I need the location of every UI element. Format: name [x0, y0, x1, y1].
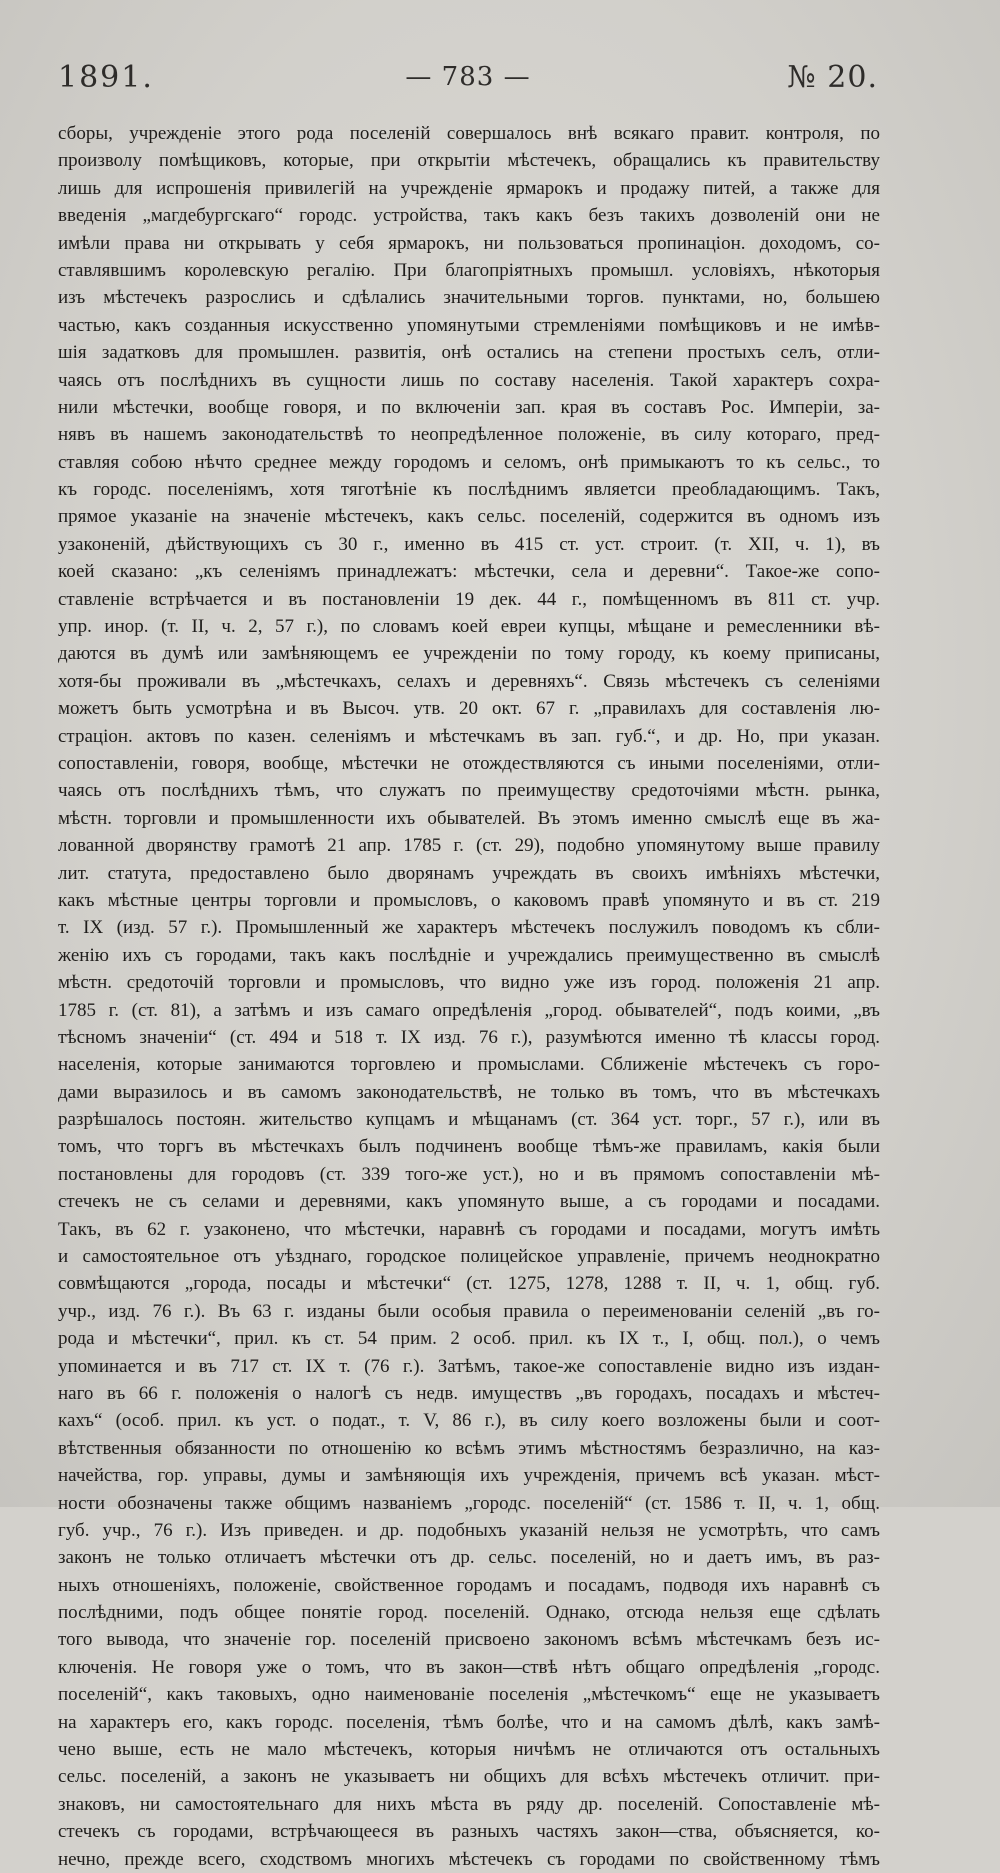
- text-line: лованной дворянству грамотѣ 21 апр. 1785 г. (ст. 29), подобно упомянутому выше правилу: [58, 835, 880, 857]
- text-line: ставленіе встрѣчается и въ постановленіи 19 дек. 44 г., помѣщенномъ въ 811 ст. учр.: [58, 588, 880, 610]
- text-line: т. IX (изд. 57 г.). Промышленный же характеръ мѣстечекъ послужилъ поводомъ къ сбли-: [58, 917, 880, 939]
- text-line: дами выразилось и въ самомъ законодательствѣ, не только въ томъ, что въ мѣстечкахъ: [58, 1081, 880, 1103]
- text-line: ныхъ отношеніяхъ, положеніе, свойственное городамъ и посадамъ, подводя ихъ наравнѣ съ: [58, 1574, 880, 1596]
- text-line: кахъ“ (особ. прил. къ уст. о подат., т. V, 86 г.), въ силу коего возложены были и соот-: [58, 1410, 880, 1432]
- header-issue-number: № 20.: [787, 60, 878, 95]
- text-line: сопоставленіи, говоря, вообще, мѣстечки не отождествляются съ иными поселеніями, отли-: [58, 752, 880, 774]
- text-line: сельс. поселеній, а законъ не указываетъ ни общихъ для всѣхъ мѣстечекъ отличит. при-: [58, 1766, 880, 1788]
- text-line: можетъ быть усмотрѣна и въ Высоч. утв. 20 окт. 67 г. „правилахъ для составленія лю-: [58, 698, 880, 720]
- body-text: [58, 120, 880, 1873]
- text-line: тѣсномъ значеніи“ (ст. 494 и 518 т. IX изд. 76 г.), разумѣются именно тѣ классы город.: [58, 1026, 880, 1048]
- text-line: упоминается и въ 717 ст. IX т. (76 г.). Затѣмъ, такое-же сопоставленіе видно изъ издан-: [58, 1355, 880, 1377]
- text-line: ности обозначены также общимъ названіемъ „городс. поселеній“ (ст. 1586 т. II, ч. 1, общ.: [58, 1492, 880, 1514]
- text-line: лишь для испрошенія привилегій на учрежденіе ярмарокъ и продажу питей, а также для: [58, 177, 880, 199]
- text-line: произволу помѣщиковъ, которые, при открытіи мѣстечекъ, обращались къ правительству: [58, 150, 880, 172]
- text-line: введенія „магдебургскаго“ городс. устройства, такъ какъ безъ такихъ дозволеній они не: [58, 205, 880, 227]
- text-line: нечно, прежде всего, сходствомъ многихъ мѣстечекъ съ городами по свойственному тѣмъ: [58, 1848, 880, 1870]
- text-line: нявъ въ нашемъ законодательствѣ то неопредѣленное положеніе, въ силу котораго, пред-: [58, 424, 880, 446]
- text-line: нили мѣстечки, вообще говоря, и по включеніи зап. края въ составъ Рос. Имперіи, за-: [58, 396, 880, 418]
- text-line: узаконеній, дѣйствующихъ съ 30 г., именно въ 415 ст. уст. строит. (т. XII, ч. 1), въ: [58, 533, 880, 555]
- text-line: имѣли права ни открывать у себя ярмарокъ, ни пользоваться пропинаціон. доходомъ, со-: [58, 232, 880, 254]
- text-line: поселеній“, какъ таковыхъ, одно наименованіе поселенія „мѣстечкомъ“ еще не указываетъ: [58, 1684, 880, 1706]
- text-line: прямое указаніе на значеніе мѣстечекъ, какъ сельс. поселеній, содержится въ одномъ изъ: [58, 506, 880, 528]
- text-line: частью, какъ созданныя искусственно упомянутыми стремленіями помѣщиковъ и не имѣв-: [58, 314, 880, 336]
- text-line: чаясь отъ послѣднихъ тѣмъ, что служатъ по преимуществу средоточіями мѣстн. рынка,: [58, 780, 880, 802]
- running-header: [58, 60, 878, 100]
- text-line: чаясь отъ послѣднихъ въ сущности лишь по составу населенія. Такой характеръ сохра-: [58, 369, 880, 391]
- text-line: наго въ 66 г. положенія о налогѣ съ недв. имуществъ „въ городахъ, посадахъ и мѣстеч-: [58, 1382, 880, 1404]
- text-line: къ городс. поселеніямъ, хотя тяготѣніе къ послѣднимъ являетси преобладающимъ. Такъ,: [58, 479, 880, 501]
- text-line: ставляя собою нѣчто среднее между городомъ и селомъ, онѣ примыкаютъ то къ сельс., то: [58, 451, 880, 473]
- text-line: какъ мѣстные центры торговли и промысловъ, о каковомъ правѣ упомянуто и въ ст. 219: [58, 889, 880, 911]
- text-line: хотя-бы проживали въ „мѣстечкахъ, селахъ и деревняхъ“. Связь мѣстечекъ съ селеніями: [58, 670, 880, 692]
- text-line: чено выше, есть не мало мѣстечекъ, которыя ничѣмъ не отличаются отъ остальныхъ: [58, 1739, 880, 1761]
- text-line: вѣтственныя обязанности по отношенію ко всѣмъ этимъ мѣстностямъ безразлично, на каз-: [58, 1437, 880, 1459]
- text-line: и самостоятельное отъ уѣзднаго, городское полицейское управленіе, причемъ неоднократно: [58, 1246, 880, 1268]
- text-line: постановлены для городовъ (ст. 339 того-же уст.), но и въ прямомъ сопоставленіи мѣ-: [58, 1163, 880, 1185]
- text-line: мѣстн. торговли и промышленности ихъ обывателей. Въ этомъ именно смыслѣ еще въ жа-: [58, 807, 880, 829]
- text-line: упр. инор. (т. II, ч. 2, 57 г.), по словамъ коей евреи купцы, мѣщане и ремесленники вѣ-: [58, 616, 880, 638]
- text-line: разрѣшалось постоян. жительство купцамъ и мѣщанамъ (ст. 364 уст. торг., 57 г.), или въ: [58, 1109, 880, 1131]
- text-line: стечекъ не съ селами и деревнями, какъ упомянуто выше, а съ городами и посадами.: [58, 1191, 880, 1213]
- header-year: 1891.: [58, 60, 154, 95]
- text-line: лит. статута, предоставлено было дворянамъ учреждать въ своихъ имѣніяхъ мѣстечки,: [58, 862, 880, 884]
- text-line: законъ не только отличаетъ мѣстечки отъ др. сельс. поселеній, но и даетъ имъ, въ раз-: [58, 1547, 880, 1569]
- text-line: послѣдними, подъ общее понятіе город. поселеній. Однако, отсюда нельзя еще сдѣлать: [58, 1602, 880, 1624]
- text-line: учр., изд. 76 г.). Въ 63 г. изданы были особыя правила о переименованіи селеній „въ го-: [58, 1300, 880, 1322]
- text-line: населенія, которые занимаются торговлею и промыслами. Сближеніе мѣстечекъ съ горо-: [58, 1054, 880, 1076]
- text-line: коей сказано: „къ селеніямъ принадлежатъ: мѣстечки, села и деревни“. Такое-же сопо-: [58, 561, 880, 583]
- text-line: женію ихъ съ городами, такъ какъ послѣдніе и учреждались преимущественно въ смыслѣ: [58, 944, 880, 966]
- text-line: стечекъ съ городами, встрѣчающееся въ разныхъ частяхъ закон—ства, объясняется, ко-: [58, 1821, 880, 1843]
- text-line: страціон. актовъ по казен. селеніямъ и мѣстечкамъ въ зап. губ.“, и др. Но, при указан.: [58, 725, 880, 747]
- text-line: начейства, гор. управы, думы и замѣняющія ихъ учрежденія, причемъ всѣ указан. мѣст-: [58, 1465, 880, 1487]
- text-line: ключенія. Не говоря уже о томъ, что въ закон—ствѣ нѣтъ общаго опредѣленія „городс.: [58, 1656, 880, 1678]
- header-page-number: — 783 —: [405, 62, 531, 92]
- text-line: Такъ, въ 62 г. узаконено, что мѣстечки, наравнѣ съ городами и посадами, могутъ имѣть: [58, 1218, 880, 1240]
- text-line: даются въ думѣ или замѣняющемъ ее учрежденіи по тому городу, къ коему приписаны,: [58, 643, 880, 665]
- text-line: рода и мѣстечки“, прил. къ ст. 54 прим. 2 особ. прил. къ IX т., I, общ. пол.), о чемъ: [58, 1328, 880, 1350]
- text-line: губ. учр., 76 г.). Изъ приведен. и др. подобныхъ указаній нельзя не усмотрѣть, что самъ: [58, 1519, 880, 1541]
- text-line: шія задатковъ для промышлен. развитія, онѣ остались на степени простыхъ селъ, отли-: [58, 342, 880, 364]
- text-line: того вывода, что значеніе гор. поселеній присвоено закономъ всѣмъ мѣстечкамъ безъ ис-: [58, 1629, 880, 1651]
- text-line: на характеръ его, какъ городс. поселенія, тѣмъ болѣе, что и на самомъ дѣлѣ, какъ замѣ-: [58, 1711, 880, 1733]
- text-line: томъ, что торгъ въ мѣстечкахъ былъ подчиненъ вообще тѣмъ-же правиламъ, какія были: [58, 1136, 880, 1158]
- text-line: ставлявшимъ королевскую регалію. При благопріятныхъ промышл. условіяхъ, нѣкоторыя: [58, 259, 880, 281]
- text-line: совмѣщаются „города, посады и мѣстечки“ (ст. 1275, 1278, 1288 т. II, ч. 1, общ. губ.: [58, 1273, 880, 1295]
- text-line: изъ мѣстечекъ разрослись и сдѣлались значительными торгов. пунктами, но, большею: [58, 287, 880, 309]
- text-line: сборы, учрежденіе этого рода поселеній совершалось внѣ всякаго правит. контроля, по: [58, 123, 880, 144]
- text-line: мѣстн. средоточій торговли и промысловъ, что видно уже изъ город. положенія 21 апр.: [58, 972, 880, 994]
- text-line: 1785 г. (ст. 81), а затѣмъ и изъ самаго опредѣленія „город. обывателей“, подъ коими, „въ: [58, 999, 880, 1021]
- text-line: знаковъ, ни самостоятельнаго для нихъ мѣста въ ряду др. поселеній. Сопоставленіе мѣ-: [58, 1793, 880, 1815]
